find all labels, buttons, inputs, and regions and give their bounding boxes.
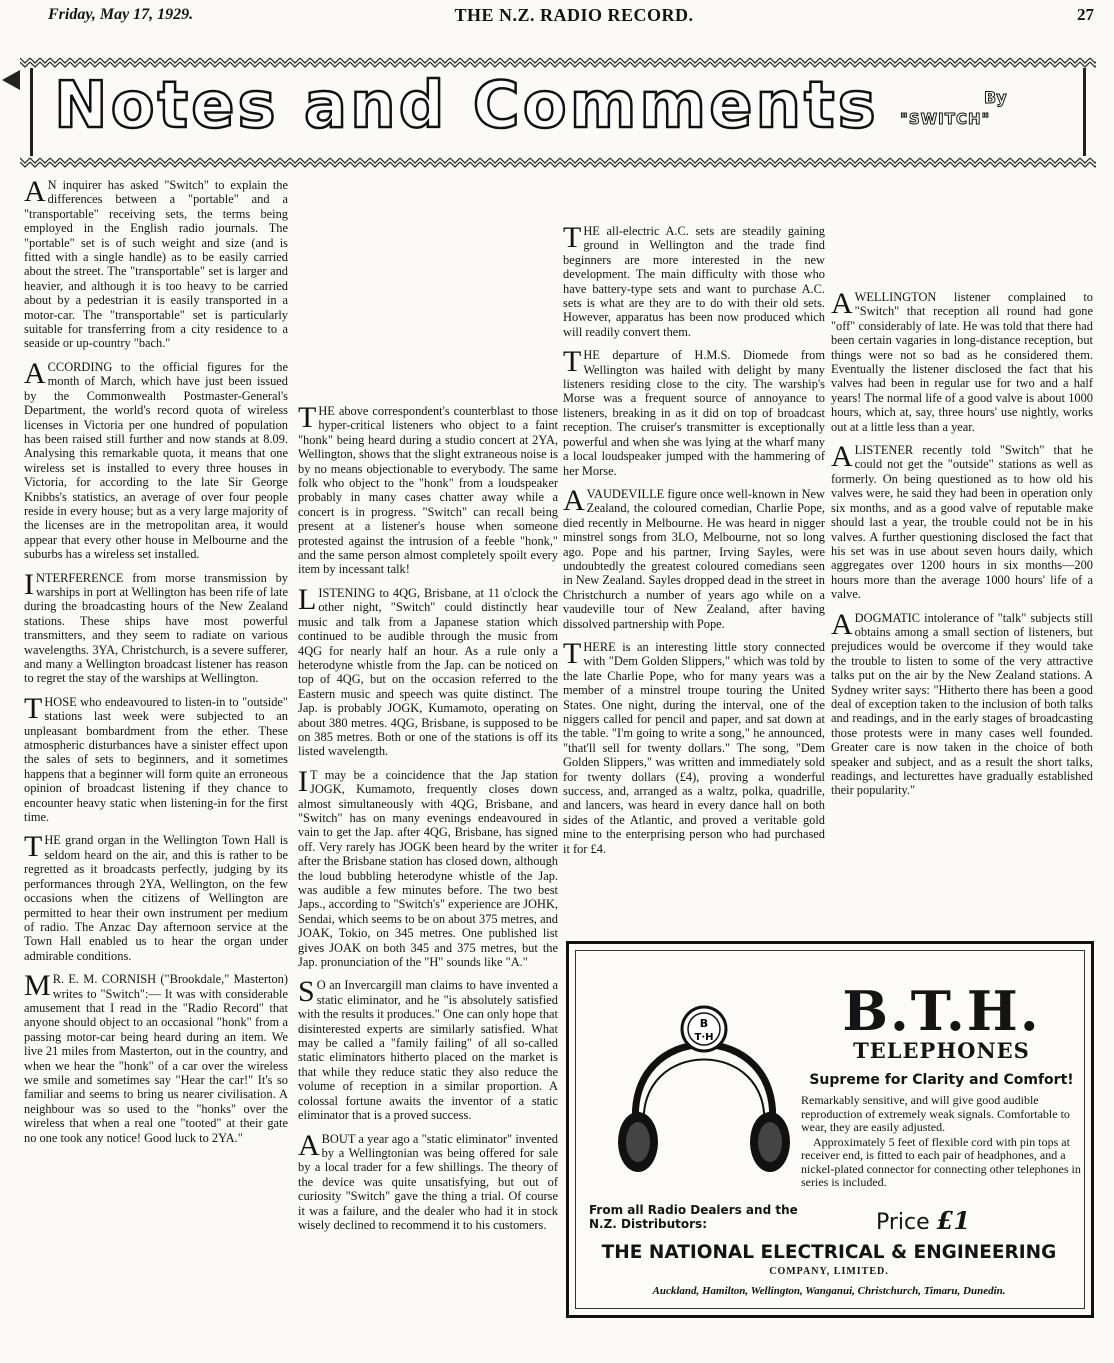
column-1 — [24, 178, 288, 1358]
drop-cap: A — [24, 356, 46, 390]
article-cornish-letter — [24, 969, 288, 1145]
drop-cap: A — [24, 178, 46, 208]
drop-cap: T — [24, 691, 43, 725]
zigzag-border-top — [20, 56, 1096, 68]
article-text: VAUDEVILLE figure once well-known in New Zealand, the coloured comedian, Charlie Pope, died recently in Melbourne. He was heard in nigger minstrel songs from 3LO, Melbourne, not so long ago. Pope and his partner, Irving Sayles, were undoubtedly the greatest coloured comedians seen in New Zealand. Sayles dropped dead in the street in Christchurch a number of years ago while on a vaudeville tour of New Zealand, after having dissolved partnership with Pope. — [563, 486, 825, 631]
advert-price — [876, 1206, 970, 1235]
advert-tagline: Supreme for Clarity and Comfort! — [809, 1072, 1074, 1088]
drop-cap: S — [298, 975, 315, 1009]
article-text: HE grand organ in the Wellington Town Hall is seldom heard on the air, and this is rather to be regretted as it broadcasts perfectly, judging by its performances through 2YA, Wellington, on the few occasions when the citizens of Wellington are permitted to hear their own instrument per medium of radio. The Anzac Day afternoon service at the Town Hall enabled us to hear the organ under admirable conditions. — [24, 833, 288, 963]
bth-telephones-advert — [566, 941, 1094, 1318]
article-text: BOUT a year ago a "static eliminator" invented by a Wellingtonian was being offered for sale by a local trader for a few shillings. The theory of the device was quite unsatisfying, but out of curiosity "Switch" gave the thing a trial. Of course it was a failure, and the dealer who had it in stock wisely declined to recommend it to his customers. — [298, 1131, 558, 1232]
banner-left-rule — [30, 68, 33, 156]
drop-cap: M — [24, 969, 51, 1003]
article-text: HOSE who endeavoured to listen-in to "outside" stations last week were subjected to an unpleasant bombardment from the ether. These atmospheric disturbances have a sinister effect upon the sales of sets to beginners, and it sometimes happens that a beginner will form quite an erroneous opinion of broadcast listening if they chance to encounter heavy static when listening-in for the first time. — [24, 694, 288, 825]
zigzag-border-bottom — [20, 156, 1096, 168]
article-hms-diomede — [563, 345, 825, 478]
drop-cap: I — [24, 567, 34, 601]
article-golden-slippers — [563, 636, 825, 856]
drop-cap: A — [831, 607, 853, 641]
section-title: Notes and Comments — [54, 69, 879, 143]
article-text: ISTENING to 4QG, Brisbane, at 11 o'clock the other night, "Switch" could distinctly hear music and talk from a Japanese station which continued to be audible through the music from 4QG for nearly half an hour. As a rule only a heterodyne whistle from the Jap. can be noticed on top of 4QG, but on the occasion referred to the Eastern music and speech was quite distinct. The Jap. is probably JOGK, Kumamoto, operating on about 380 metres. 4QG, Brisbane, is supposed to be on 385 metres. Both or one of the stations is off its listed wavelength. — [298, 585, 558, 759]
drop-cap: T — [563, 221, 582, 254]
price-label: Price — [876, 1210, 930, 1235]
company-branches: Auckland, Hamilton, Wellington, Wanganui, Christchurch, Timaru, Dunedin. — [652, 1285, 1006, 1297]
drop-cap: L — [298, 582, 317, 616]
article-town-hall-organ — [24, 830, 288, 963]
article-ac-sets — [563, 221, 825, 339]
article-talks-intolerance — [831, 607, 1093, 798]
article-static-bombardment — [24, 691, 288, 825]
byline-by: By — [984, 88, 1007, 107]
article-victoria-licenses — [24, 356, 288, 562]
column-2 — [298, 178, 558, 1358]
article-charlie-pope — [563, 483, 825, 631]
article-text: R. E. M. CORNISH ("Brookdale," Masterton) writes to "Switch":— It was with considerable amusement that I read in the "Radio Record" that anyone should object to an occasional "honk" from a passing motor-car being heard during an item. We live 21 miles from Masterton, out in the country, and when we hear the "honk" of a car over the wireless we smile and sometimes say "Hear the car!" It's so familiar and seems to bring us nearer civilisation. A neighbour was so used to the "honks" over the wireless that when a real one "tooted" at their gate no one took any notice! Good luck to 2YA." — [24, 972, 288, 1145]
headphones-icon — [614, 977, 794, 1177]
page-header — [48, 4, 1100, 30]
advert-desc-1: Remarkably sensitive, and will give good audible reproduction of extremely weak signals. Comfortable to wear, they are easily adjusted. — [801, 1093, 1070, 1134]
article-text: HERE is an interesting little story connected with "Dem Golden Slippers," which was told by the late Charlie Pope, who for many years was a member of a minstrel troupe touring the United States. One night, during the interval, one of the niggers called for pencil and paper, and sat down at the table. "I'm going to write a song," he announced, "that'll sell for twenty dollars." The song, "Dem Golden Slippers," was written and immediately sold for twenty dollars (£4), proving a wonderful success, and, arranged as a waltz, polka, quadrille, and lancers, was heard in every dance hall on both sides of the Atlantic, and proved a veritable gold mine to the enterprising person who had purchased it for £4. — [563, 639, 825, 856]
article-static-eliminator-trial — [298, 1128, 558, 1233]
article-text: CCORDING to the official figures for the month of March, which have just been issued by the Commonwealth Postmaster-General's Department, the world's record quota of wireless licenses in Victoria per one hundred of population has been raised still further and now stands at 8.09. Analysing this remarkable quota, it means that one wireless set is installed to every three houses in Victoria, for according to the late Sir George Knibbs's statistics, an average of over four people reside in every house; but as a very large majority of the licenses are in the metropolitan area, it would appear that every other house in Melbourne and the suburbs has a wireless set installed. — [24, 359, 288, 562]
drop-cap: T — [563, 345, 582, 379]
company-suffix: COMPANY, LIMITED. — [769, 1266, 889, 1277]
banner-right-rule — [1083, 68, 1086, 156]
monogram-top: B — [699, 1017, 709, 1030]
brand-name: B.T.H. — [842, 979, 1041, 1043]
byline-author: "SWITCH" — [900, 110, 991, 128]
article-honk-reply — [298, 401, 558, 577]
product-name: TELEPHONES — [853, 1038, 1030, 1063]
article-text: DOGMATIC intolerance of "talk" subjects still obtains among a small section of listeners, but prejudices would be overcome if they would take the trouble to listen to some of the very attractive talks put on the air by the New Zealand stations. A Sydney writer says: "Hitherto there has been a good deal of exception taken to the inclusion of both talks and readings, and in the early stages of broadcasting those protests were in many cases well founded. Greater care is now taken in the choice of both speaker and subject, and as a result the short talks, readings, and lecturettes have gradually established their popularity." — [831, 610, 1093, 798]
article-static-eliminator — [298, 975, 558, 1123]
article-text: HE all-electric A.C. sets are steadily gaining ground in Wellington and the trade find beginners are more interested in the new development. The main difficulty with those who have battery-type sets and want to purchase A.C. sets is what are they are to do with their old sets. However, apparatus has been now produced which will readily convert them. — [563, 224, 825, 339]
drop-cap: I — [298, 764, 308, 798]
article-text: T may be a coincidence that the Jap station JOGK, Kumamoto, frequently closes down almost simultaneously with 4QG, Brisbane, and "Switch" has on many evenings endeavoured in vain to get the Jap. after 4QG, Brisbane, has signed off. Very rarely has JOGK been heard by the writer after the Brisbane station has closed down, although the loud bubbling heterodyne whistle of the Jap. was audible a few minutes before. The two best Japs., according to "Switch's" experience are JOHK, Sendai, which seems to be on about 375 metres, and JOAK, Tokio, on 345 metres. One published list gives JOAK on both 345 and 375 metres, but the Jap. pronunciation of the "H" sounds like "A." — [298, 767, 558, 970]
price-value: £1 — [936, 1206, 971, 1235]
drop-cap: A — [831, 287, 853, 320]
banner-arrow-icon — [2, 70, 20, 90]
article-jogk-kumamoto — [298, 764, 558, 970]
article-4qg-brisbane — [298, 582, 558, 759]
article-text: WELLINGTON listener complained to "Switch" that reception all round had gone "off" considerably of late. He was told that there had been certain vagaries in long-distance reception, but things were not so bad as he considered them. Eventually the listener disclosed the fact that his valves had been in regular use for two and a half years! The normal life of a good valve is about 1000 hours, which at, say, three hours' use nightly, works out at a little less than a year. — [831, 290, 1093, 434]
article-text: O an Invercargill man claims to have invented a static eliminator, and he "is absolutely satisfied with the results it produces." One can only hope that disinterested experts are similarly satisfied. What may be called a "family failing" of all so-called static eliminators hitherto placed on the market is that while they reduce static they also reduce the volume of reception in a similar proportion. A colossal fortune awaits the inventor of a static eliminator that is a proved success. — [298, 978, 558, 1123]
drop-cap: A — [298, 1128, 320, 1162]
drop-cap: T — [298, 401, 317, 434]
advert-description — [801, 1094, 1091, 1191]
article-portable-sets — [24, 178, 288, 351]
article-text: HE above correspondent's counterblast to those hyper-critical listeners who object to a faint "honk" being heard during a studio concert at 2YA, Wellington, shows that the slight extraneous noise is by no means objectionable to everybody. The same folk who object to the "honk" from a loudspeaker probably in many cases chatter away while a concert is in progress. "Switch" can recall being present at a listener's house when someone protested against the intrusion of a feeble "honk," and the same person almost completely spoilt every item by incessant talk! — [298, 404, 558, 577]
article-morse-interference — [24, 567, 288, 686]
advert-availability: From all Radio Dealers and the N.Z. Distributors: — [589, 1203, 798, 1231]
article-text: N inquirer has asked "Switch" to explain the differences between a "portable" and a "transportable" receiving sets, the terms being employed in the English radio journals. The "portable" set is of such weight and size (and is fitted with a single handle) as to be easily carried about the street. The "transportable" set is larger and heavier, and although it is too heavy to be carried about by a pedestrian it is easily transported in a motor-car. The "transportable" set is particularly suitable for transferring from a city residence to a seaside or up-country "bach." — [24, 178, 288, 351]
article-valve-life — [831, 287, 1093, 434]
article-text: LISTENER recently told "Switch" that he could not get the "outside" stations as well as formerly. On being questioned as to how old his valves were, he said they had been in operation only six months, and as a good valve of reputable make should last a year, the trouble could not be in his valves. A further questioning disclosed the fact that his set was in use about seven hours daily, which aggregates over 1200 hours in six months—200 hours more than the average 1000 hours' life of a valve. — [831, 443, 1093, 602]
article-valve-hours — [831, 440, 1093, 602]
drop-cap: A — [563, 483, 585, 517]
drop-cap: T — [563, 636, 582, 670]
section-banner — [20, 56, 1096, 168]
company-name: THE NATIONAL ELECTRICAL & ENGINEERING — [601, 1242, 1057, 1263]
page-number: 27 — [1077, 5, 1094, 24]
article-text: HE departure of H.M.S. Diomede from Wellington was hailed with delight by many listeners residing close to the city. The warship's Morse was a frequent source of annoyance to listeners, breaking in as it did on top of broadcast reception. The cruiser's transmitter is exceptionally powerful and when she was lying at the wharf many a local loudspeaker jumped with the hammering of her Morse. — [563, 348, 825, 478]
monogram-bottom: T·H — [694, 1032, 714, 1043]
publication-title: THE N.Z. RADIO RECORD. — [454, 5, 694, 25]
advert-desc-2: Approximately 5 feet of flexible cord with pin tops at receiver end, is fitted to each pair of headphones, and a nickel-plated connector for connecting other telephones in series is included. — [801, 1134, 1081, 1189]
article-text: NTERFERENCE from morse transmission by warships in port at Wellington has been rife of late during the broadcasting hours of the New Zealand stations. These ships have most powerful transmitters, and they seem to radiate on various wavelengths. 3YA, Christchurch, is a severe sufferer, and many a Wellington broadcast listener has reason to regret the stay of the warships at Wellington. — [24, 570, 288, 686]
drop-cap: T — [24, 830, 43, 864]
issue-date: Friday, May 17, 1929. — [48, 6, 194, 23]
drop-cap: A — [831, 440, 853, 474]
